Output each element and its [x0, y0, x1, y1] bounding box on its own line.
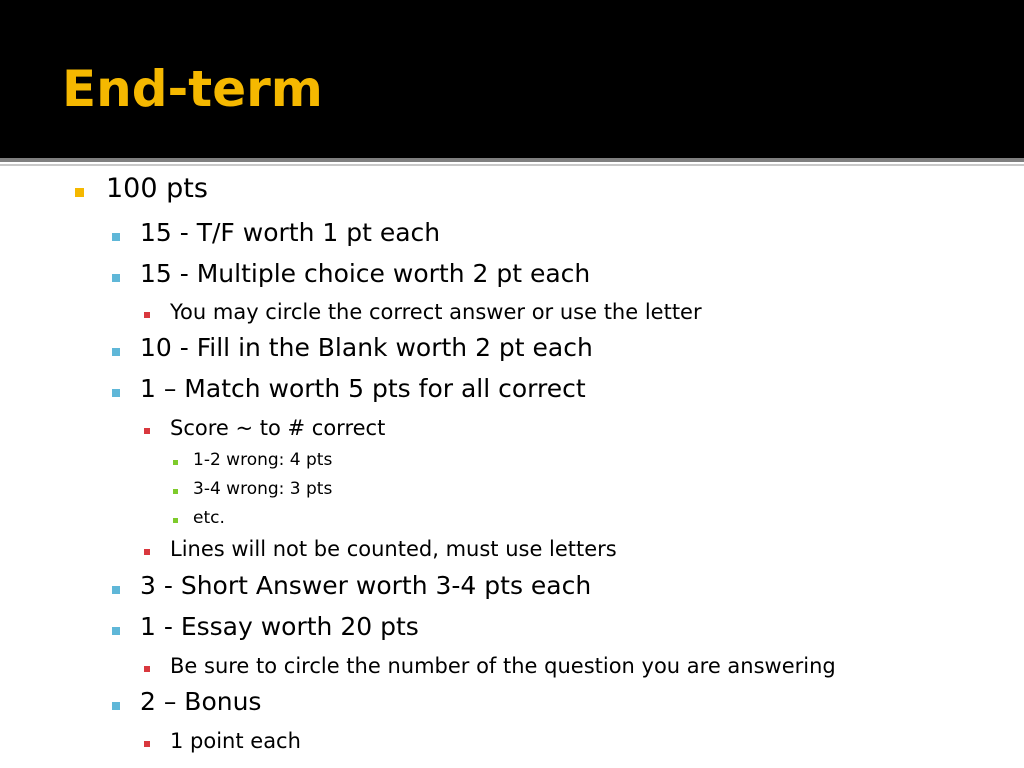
bullet-text: etc. [193, 508, 225, 528]
square-bullet-icon [173, 460, 178, 465]
square-bullet-icon [144, 428, 150, 434]
bullet-text: 15 - T/F worth 1 pt each [140, 218, 441, 247]
bullet-text: 1 - Essay worth 20 pts [140, 612, 419, 641]
bullet-text: 15 - Multiple choice worth 2 pt each [140, 259, 591, 288]
square-bullet-icon [112, 233, 120, 241]
square-bullet-icon [144, 312, 150, 318]
bullet-text: 100 pts [106, 173, 208, 204]
bullet-text: Score ~ to # correct [170, 416, 386, 440]
square-bullet-icon [112, 389, 120, 397]
slide-title: End-term [62, 60, 323, 118]
bullet-text: 1 point each [170, 729, 301, 753]
title-band [0, 0, 1024, 158]
square-bullet-icon [112, 627, 120, 635]
bullet-text: Lines will not be counted, must use letters [170, 537, 617, 561]
square-bullet-icon [75, 188, 84, 197]
square-bullet-icon [144, 666, 150, 672]
square-bullet-icon [173, 518, 178, 523]
bullet-text: 1-2 wrong: 4 pts [193, 450, 333, 470]
bullet-text: 10 - Fill in the Blank worth 2 pt each [140, 333, 593, 362]
title-divider-light [0, 164, 1024, 166]
square-bullet-icon [112, 702, 120, 710]
bullet-text: 2 – Bonus [140, 687, 262, 716]
square-bullet-icon [112, 348, 120, 356]
square-bullet-icon [112, 274, 120, 282]
square-bullet-icon [144, 549, 150, 555]
bullet-text: You may circle the correct answer or use the letter [170, 300, 702, 324]
bullet-text: 3-4 wrong: 3 pts [193, 479, 333, 499]
square-bullet-icon [144, 741, 150, 747]
bullet-text: Be sure to circle the number of the question you are answering [170, 654, 836, 678]
bullet-text: 1 – Match worth 5 pts for all correct [140, 374, 586, 403]
title-divider [0, 158, 1024, 162]
bullet-text: 3 - Short Answer worth 3-4 pts each [140, 571, 592, 600]
square-bullet-icon [173, 489, 178, 494]
square-bullet-icon [112, 586, 120, 594]
